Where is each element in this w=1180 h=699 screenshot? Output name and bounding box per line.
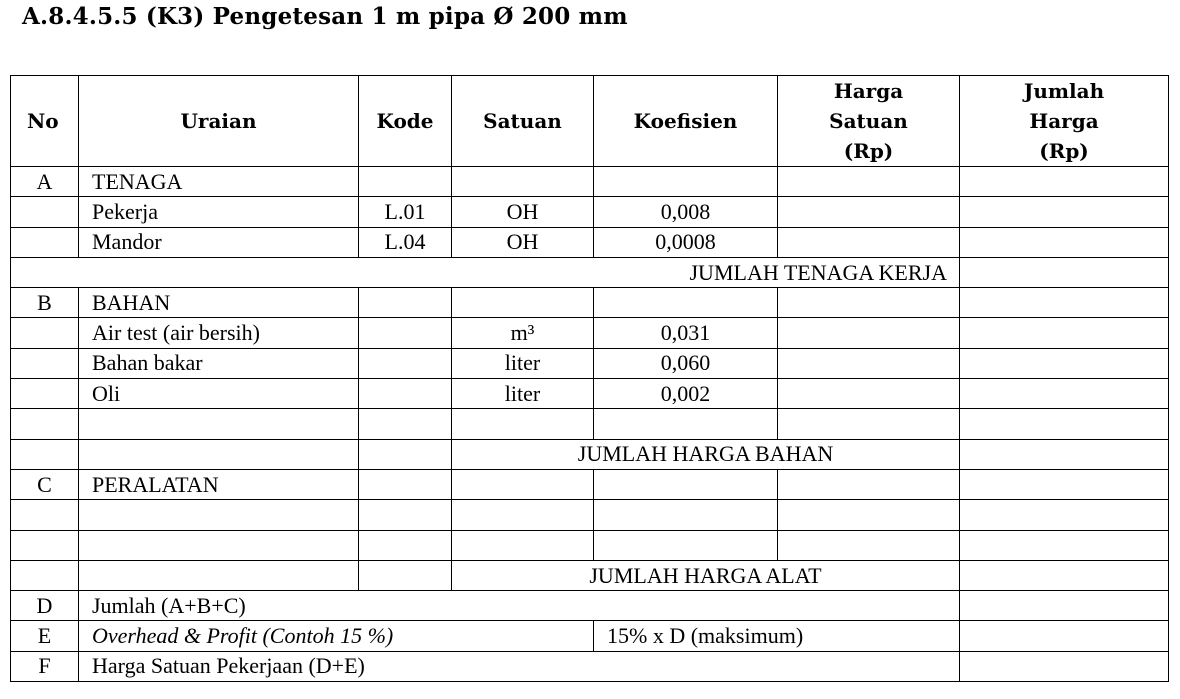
uraian-cell: Pekerja <box>79 197 359 227</box>
header-harga-satuan: Harga Satuan (Rp) <box>778 76 960 167</box>
footer-no: D <box>11 591 79 621</box>
table-row <box>11 348 1169 378</box>
section-label: PERALATAN <box>79 469 359 499</box>
table-row <box>11 379 1169 409</box>
header-kode: Kode <box>359 76 452 167</box>
kode-cell <box>359 348 452 378</box>
satuan-cell: liter <box>452 348 594 378</box>
table-row-empty <box>11 530 1169 560</box>
footer-no: F <box>11 651 79 681</box>
uraian-cell: Air test (air bersih) <box>79 318 359 348</box>
header-koefisien: Koefisien <box>594 76 778 167</box>
subtotal-row-alat <box>11 560 1169 590</box>
header-uraian: Uraian <box>79 76 359 167</box>
section-row-bahan <box>11 288 1169 318</box>
subtotal-label: JUMLAH HARGA BAHAN <box>452 439 960 469</box>
section-row-peralatan <box>11 469 1169 499</box>
footer-label: Jumlah (A+B+C) <box>79 591 960 621</box>
section-no: B <box>11 288 79 318</box>
koefisien-cell: 0,002 <box>594 379 778 409</box>
table-row <box>11 197 1169 227</box>
footer-note: 15% x D (maksimum) <box>594 621 960 651</box>
section-label: TENAGA <box>79 167 359 197</box>
header-satuan: Satuan <box>452 76 594 167</box>
kode-cell <box>359 379 452 409</box>
table-row-empty <box>11 409 1169 439</box>
subtotal-row-bahan <box>11 439 1169 469</box>
cost-analysis-table <box>10 75 1169 682</box>
footer-row-e <box>11 621 1169 651</box>
uraian-cell: Bahan bakar <box>79 348 359 378</box>
subtotal-label: JUMLAH HARGA ALAT <box>452 560 960 590</box>
section-label: BAHAN <box>79 288 359 318</box>
footer-no: E <box>11 621 79 651</box>
footer-label: Overhead & Profit (Contoh 15 %) <box>79 621 594 651</box>
subtotal-label: JUMLAH TENAGA KERJA <box>11 257 960 287</box>
satuan-cell: liter <box>452 379 594 409</box>
kode-cell: L.04 <box>359 227 452 257</box>
uraian-cell: Mandor <box>79 227 359 257</box>
table-row-empty <box>11 500 1169 530</box>
subtotal-row-tenaga <box>11 257 1169 287</box>
satuan-cell: m³ <box>452 318 594 348</box>
header-row <box>11 76 1169 167</box>
satuan-cell: OH <box>452 197 594 227</box>
table-row <box>11 227 1169 257</box>
koefisien-cell: 0,008 <box>594 197 778 227</box>
footer-row-d <box>11 591 1169 621</box>
satuan-cell: OH <box>452 227 594 257</box>
header-no: No <box>11 76 79 167</box>
header-jumlah-harga: Jumlah Harga (Rp) <box>960 76 1169 167</box>
koefisien-cell: 0,0008 <box>594 227 778 257</box>
uraian-cell: Oli <box>79 379 359 409</box>
koefisien-cell: 0,031 <box>594 318 778 348</box>
section-no: C <box>11 469 79 499</box>
koefisien-cell: 0,060 <box>594 348 778 378</box>
table-row <box>11 318 1169 348</box>
section-row-tenaga <box>11 167 1169 197</box>
page-title: A.8.4.5.5 (K3) Pengetesan 1 m pipa Ø 200 mm <box>22 3 628 30</box>
footer-row-f <box>11 651 1169 681</box>
section-no: A <box>11 167 79 197</box>
kode-cell: L.01 <box>359 197 452 227</box>
kode-cell <box>359 318 452 348</box>
footer-label: Harga Satuan Pekerjaan (D+E) <box>79 651 960 681</box>
